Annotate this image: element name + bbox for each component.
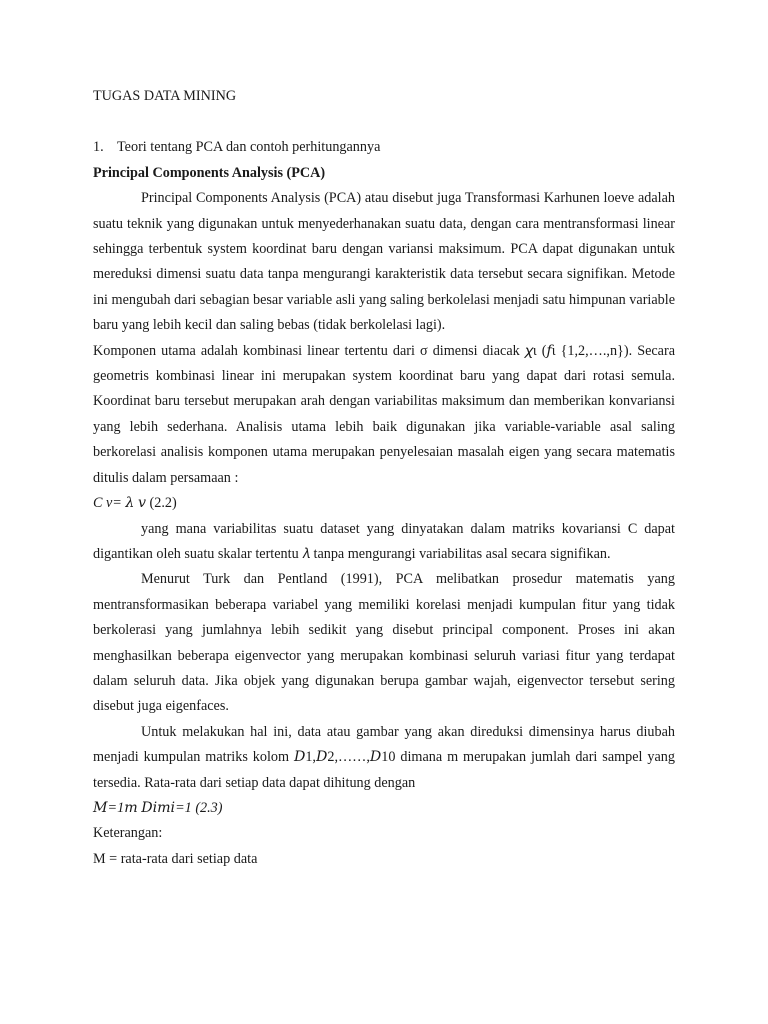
equation-2-2 (93, 491, 675, 516)
paragraph-1: Principal Components Analysis (PCA) atau disebut juga Transformasi Karhunen loeve adalah suatu teknik yang digunakan untuk menyederhanakan suatu data, dengan cara mentransformasi linear sehingga terbentuk system koordinat baru dengan variansi maksimum. PCA dapat digunakan untuk mereduksi dimensi suatu data tanpa mengurangi karakteristik data tersebut secara signifikan. Metode ini mengubah dari sebagian besar variable asli yang saling berkolelasi menjadi satu himpunan variable baru yang lebih kecil dan saling bebas (tidak berkolelasi lagi). (93, 190, 675, 334)
paragraph-2: Komponen utama adalah kombinasi linear tertentu dari σ dimensi diacak 𝜒ι (𝑓ι {1,2,….,n}). Secara geometris kombinasi linear ini merupakan system koordinat baru yang dapat dari rotasi semula. Koordinat baru tersebut merupakan arah dengan variabilitas maksimum dan memberikan konvariansi yang lebih sederhana. Analisis utama lebih baik digunakan jika variable-variable asal saling berkorelasi analisis komponen utama merupakan penyelesaian masalah eigen yang secara matematis ditulis dalam persamaan : (93, 342, 675, 486)
equation-2-2-number: (2.2) (149, 495, 177, 512)
paragraph-5: Untuk melakukan hal ini, data atau gambar yang akan direduksi dimensinya harus diubah menjadi kumpulan matriks kolom 𝐷1,𝐷2,……,𝐷10 dimana m merupakan jumlah dari sampel yang tersedia. Rata-rata dari setiap data dapat dihitung dengan (93, 723, 675, 791)
document-title: TUGAS DATA MINING (93, 88, 237, 104)
equation-2-3 (93, 796, 675, 821)
keterangan-item: M = rata-rata dari setiap data (93, 850, 258, 867)
document-page (93, 84, 675, 872)
keterangan-label: Keterangan: (93, 825, 163, 842)
equation-2-3-number: (2.3) (195, 799, 223, 816)
section-text: Teori tentang PCA dan contoh perhitungannya (117, 139, 381, 156)
section-heading: Principal Components Analysis (PCA) (93, 164, 326, 181)
paragraph-4: Menurut Turk dan Pentland (1991), PCA melibatkan prosedur matematis yang mentransformasikan beberapa variabel yang memiliki korelasi menjadi kumpulan fitur yang tidak berkolerasi yang jumlahnya lebih sedikit yang disebut principal component. Proses ini akan menghasilkan beberapa eigenvector yang merupakan kombinasi seluruh variasi fitur yang terdapat dalam seluruh data. Jika objek yang digunakan berupa gambar wajah, eigenvector tersebut sering disebut juga eigenfaces. (93, 571, 675, 715)
equation-2-2-expression: C ν= 𝜆 𝑣 (93, 495, 146, 512)
section-number: 1. (93, 139, 104, 156)
section-item (93, 135, 675, 160)
paragraph-3: yang mana variabilitas suatu dataset yang dinyatakan dalam matriks kovariansi C dapat digantikan oleh suatu skalar tertentu 𝜆 tanpa mengurangi variabilitas asal secara signifikan. (93, 520, 675, 562)
equation-2-3-expression: 𝑀=1𝑚 𝐷𝑖𝑚𝑖=1 (93, 799, 192, 816)
